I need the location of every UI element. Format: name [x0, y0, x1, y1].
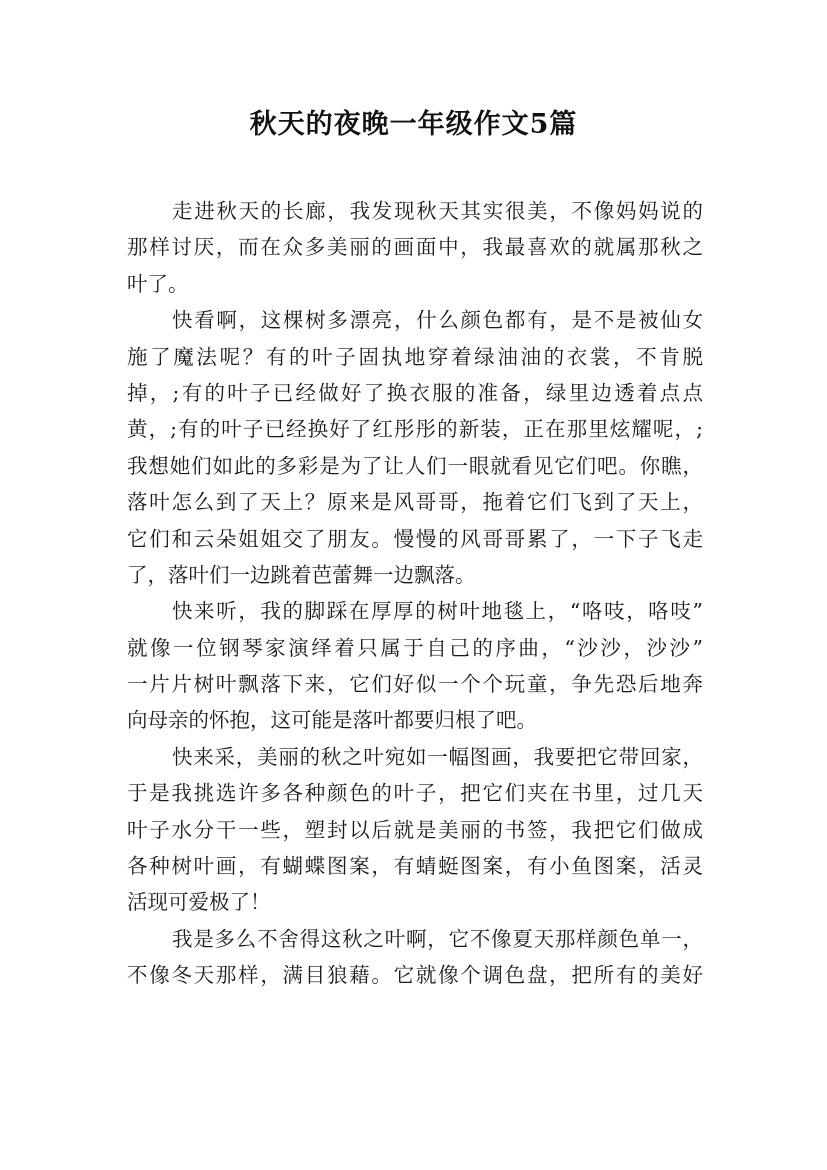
text-line: 叶子水分干一些，塑封以后就是美丽的书签，我把它们做成: [127, 817, 703, 842]
document-title: 秋天的夜晚一年级作文5篇: [249, 109, 578, 140]
text-line: 活现可爱极了！: [127, 890, 271, 915]
text-line: 不像冬天那样，满目狼藉。它就像个调色盘，把所有的美好: [127, 963, 703, 988]
text-line: 掉，;有的叶子已经做好了换衣服的准备，绿里边透着点点: [127, 380, 703, 405]
document-body: [127, 193, 703, 994]
text-line: 就像一位钢琴家演绎着只属于自己的序曲，“沙沙，沙沙”: [127, 635, 703, 660]
text-line: 了，落叶们一边跳着芭蕾舞一边飘落。: [127, 562, 476, 587]
text-line: 快来听，我的脚踩在厚厚的树叶地毯上，“咯吱，咯吱”: [172, 599, 703, 624]
text-line: 落叶怎么到了天上？原来是风哥哥，拖着它们飞到了天上，: [127, 490, 703, 515]
text-line: 一片片树叶飘落下来，它们好似一个个玩童，争先恐后地奔: [127, 672, 703, 697]
text-line: 各种树叶画，有蝴蝶图案，有蜻蜓图案，有小鱼图案，活灵: [127, 854, 703, 879]
text-line: 快看啊，这棵树多漂亮，什么颜色都有，是不是被仙女: [172, 308, 703, 333]
text-line: 那样讨厌，而在众多美丽的画面中，我最喜欢的就属那秋之: [127, 235, 703, 260]
text-line: 它们和云朵姐姐交了朋友。慢慢的风哥哥累了，一下子飞走: [127, 526, 703, 551]
text-line: 我想她们如此的多彩是为了让人们一眼就看见它们吧。你瞧，: [127, 453, 703, 478]
text-line: 于是我挑选许多各种颜色的叶子，把它们夹在书里，过几天: [127, 781, 703, 806]
text-line: 快来采，美丽的秋之叶宛如一幅图画，我要把它带回家，: [172, 744, 703, 769]
text-line: 走进秋天的长廊，我发现秋天其实很美，不像妈妈说的: [172, 199, 703, 223]
text-line: 叶了。: [127, 271, 189, 296]
text-line: 向母亲的怀抱，这可能是落叶都要归根了吧。: [127, 708, 537, 733]
text-line: 黄，;有的叶子已经换好了红彤彤的新装，正在那里炫耀呢，;: [127, 417, 703, 442]
text-line: 施了魔法呢？有的叶子固执地穿着绿油油的衣裳，不肯脱: [127, 344, 703, 369]
text-line: 我是多么不舍得这秋之叶啊，它不像夏天那样颜色单一，: [172, 926, 703, 951]
